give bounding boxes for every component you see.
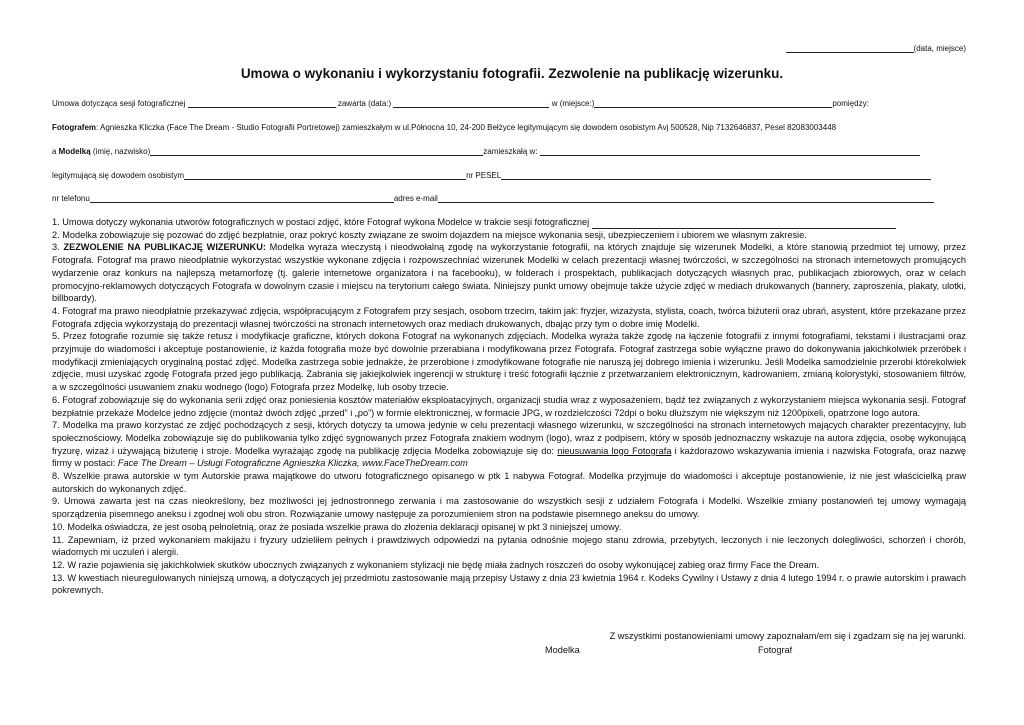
- term-7-text: 7. Modelka ma prawo korzystać ze zdjęć pochodzących z sesji, których dotyczy ta umowa jedynie w celu prezentacji własnego wizerunku, w szczególności na stronach internetowych mających charakter prezentacyjny, lub społecznościowy. Modelka zobowiązuje się do publikowania tylko zdjęć sygnowanych przez Fotografa znakiem wodnym (logo), wraz z podpisem, który w sposób jednoznaczny wskazuje na autora zdjęcia, osobę wykonującą fryzurę, wizaż i używającą biżuterię i stroje. Modelka wyrażając zgodę na publikację zdjęcia Modelka zobowiązuje się do:: [52, 420, 966, 456]
- term-9: 9. Umowa zawarta jest na czas nieokreślony, bez możliwości jej jednostronnego zerwania i ma zastosowanie do wszystkich sesji z udziałem Fotografa i Modelki. Wszelkie zmiany postanowień tej umowy wymagają sporządzenia pisemnego aneksu i zgodnej woli obu stron. Rozwiązanie umowy następuje za porozumieniem stron na podstawie pisemnego aneksu do umowy.: [52, 496, 966, 520]
- between-label: pomiędzy:: [832, 99, 869, 108]
- model-suffix: (imię, nazwisko): [90, 147, 151, 156]
- term-3-text: Modelka wyraża wieczystą i nieodwołalną zgodę na wykorzystanie fotografii, na których znajduje się wizerunek Modelki, a które stanowią przedmiot tej umowy, przez Fotografa. Fotograf ma prawo nieodpłatnie wykorzystać wszystkie wykonane zdjęcia i rozpowszechniać wizerunek Modelki w celach prezentacji własnej twórczości, w szczególności na stronach internetowych promujących wydarzenie oraz konkurs na najlepszą metamorfozę (tj. galerie internetowe organizatora i na facebooku), w folderach i prospektach, publikacjach dotyczących własnych prac, publikacjach zbiorowych, oraz w celach promocyjno-reklamowych dotyczących Fotografa w dowolnym czasie i miejscu na terytorium całego świata. Niniejszy punkt umowy obejmuje także użycie zdjęć w mediach drukowanych (bannery, zaproszenia, plakaty, ulotki, billboardy).: [52, 242, 966, 304]
- residing-field[interactable]: [540, 147, 920, 156]
- concluded-label: zawarta (data:): [337, 99, 392, 108]
- term-3-heading: ZEZWOLENIE NA PUBLIKACJĘ WIZERUNKU:: [63, 242, 266, 253]
- model-name-field[interactable]: [150, 147, 483, 156]
- photographer-label: Fotografem: [52, 123, 96, 132]
- term-2: 2. Modelka zobowiązuje się pozować do zdjęć bezpłatnie, oraz pokryć koszty związane ze swoim dojazdem na miejsce wykonania sesji, ubezpieczeniem i ubiorem we własnym zakresie.: [52, 229, 807, 240]
- photographer-signature-label: Fotograf: [758, 645, 793, 655]
- session-row: [52, 99, 964, 108]
- contact-row: [52, 194, 964, 203]
- model-row: [52, 147, 964, 156]
- place-label: w (miejsce:): [551, 99, 595, 108]
- term-3: [52, 241, 966, 305]
- id-label: legitymującą się dowodem osobistym: [52, 171, 185, 180]
- term-5: 5. Przez fotografie rozumie się także retusz i modyfikacje graficzne, których dokona Fotograf na wykonanych zdjęciach. Modelka wyraża także zgodę na łączenie fotografii z innymi fotografiami, tekstami i ilustracjami oraz przyjmuje do wiadomości i akceptuje postanowienie, iż każda fotografia może być dowolnie przerabiana i modyfikowana przez Fotografa. Fotograf zastrzega sobie wyłączne prawo do dokonywania jakichkolwiek przeróbek i modyfikacji zmieniających oryginalną postać zdjęć. Modelka zastrzega sobie jednakże, że przerobione i zmodyfikowane fotografie nie naruszą jej dobrego imienia i wizerunku. Jeśli Modelka samodzielnie przerobi którekolwiek zdjęcie, musi uzyskać zgodę Fotografa przed jego publikacją. Zabrania się jakiejkolwiek ingerencji w strukturę i treść fotografii łącznie z przetwarzaniem elektronicznym, kadrowaniem, zmianą kolorystyki, stosowaniem filtrów, a w szczególności usuwaniem znaku wodnego (logo) Fotografa przez Modelkę, lub osoby trzecie.: [52, 331, 966, 393]
- term-4: 4. Fotograf ma prawo nieodpłatnie przekazywać zdjęcia, współpracującym z Fotografem przy sesjach, osobom trzecim, takim jak: fryzjer, wizażysta, stylista, coach, twórca biżuterii oraz ubrań, asystent, które przekazane przez Fotografa zdjęcia wykorzystają do prezentacji własnej twórczości na stronach internetowych oraz mediach drukowanych, dbając przy tym o dobre imię Modelki.: [52, 305, 966, 329]
- residing-label: zamieszkałą w:: [483, 147, 538, 156]
- date-field[interactable]: [393, 99, 549, 108]
- session-field[interactable]: [188, 99, 336, 108]
- date-place-label: (data, miejsce): [913, 44, 966, 53]
- term-1-text: 1. Umowa dotyczy wykonania utworów fotograficznych w postaci zdjęć, które Fotograf wykona Modelce w trakcie sesji fotograficznej: [52, 217, 590, 227]
- place-field[interactable]: [594, 99, 832, 108]
- pesel-label: nr PESEL: [466, 171, 502, 180]
- date-place-line: [786, 43, 966, 53]
- session-description-field[interactable]: [592, 219, 896, 229]
- pesel-field[interactable]: [501, 171, 931, 180]
- term-8: 8. Wszelkie prawa autorskie w tym Autorskie prawa majątkowe do utworu fotograficznego opisanego w ptk 1 nabywa Fotograf. Modelka przyjmuje do wiadomości i akceptuje postanowienie, iż nie jest właścicielką praw autorskich do wykonanych zdjęć.: [52, 471, 966, 494]
- term-7-company: Face The Dream – Usługi Fotograficzne Agnieszka Kliczka, www.FaceTheDream.com: [117, 458, 468, 469]
- term-7-underlined: nieusuwania logo Fotografa: [557, 445, 672, 456]
- term-6: 6. Fotograf zobowiązuje się do wykonania serii zdjęć oraz poniesienia kosztów materiałów eksploatacyjnych, organizacji studia wraz z wyposażeniem, bądź też związanych z wykorzystaniem miejsca wykonania sesji. Fotograf bezpłatnie przekaże Modelce jedno zdjęcie (montaż dwóch zdjęć „przed” i „po”) w formie elektronicznej, w formacie JPG, w rozdzielczości 72dpi o boku dłuższym nie większym niż 1200pixeli, opatrzone logo autora.: [52, 394, 966, 418]
- term-1: [52, 216, 966, 229]
- email-label: adres e-mail: [393, 194, 438, 203]
- model-label: Modelką: [58, 147, 91, 156]
- agreement-statement: Z wszystkimi postanowieniami umowy zapoznałam/em się i zgadzam się na jej warunki.: [609, 631, 966, 641]
- term-10: 10. Modelka oświadcza, że jest osobą pełnoletnią, oraz że posiada wszelkie prawa do złożenia deklaracji opisanej w pkt 3 niniejszej umowy.: [52, 521, 622, 532]
- term-3-prefix: 3.: [52, 242, 64, 253]
- model-prefix: a: [52, 147, 59, 156]
- phone-label: nr telefonu: [52, 194, 90, 203]
- term-11: 11. Zapewniam, iż przed wykonaniem makijażu i fryzury udzieliłem pełnych i prawdziwych odpowiedzi na pytania odnośnie mojego stanu zdrowia, przebytych, leczonych i nie leczonych dolegliwości, schorzeń i chorób, wiadomych mi uczuleń i alergii.: [52, 534, 966, 558]
- contract-terms: [52, 216, 966, 597]
- id-row: [52, 171, 964, 180]
- email-field[interactable]: [438, 194, 934, 203]
- term-7-mid: i każdorazowo wskazywania imienia i nazwiska Fotografa, oraz nazwę firmy w postaci:: [52, 445, 967, 469]
- id-field[interactable]: [184, 171, 466, 180]
- term-12: 12. W razie pojawienia się jakichkolwiek skutków ubocznych związanych z wykonaniem stylizacji nie będę miała żadnych roszczeń do osoby wykonującej zabieg oraz firmy Face the Dream.: [52, 559, 819, 570]
- model-signature-label: Modelka: [545, 645, 580, 655]
- phone-field[interactable]: [90, 194, 394, 203]
- photographer-details: : Agnieszka Kliczka (Face The Dream - Studio Fotografii Portretowej) zamieszkałym w ul.Północna 10, 24-200 Bełżyce legitymującym się dowodem osobistym Avj 500528, Nip 7132646837, Pesel 82083003448: [96, 123, 837, 132]
- date-place-blank[interactable]: [786, 43, 914, 53]
- document-title: Umowa o wykonaniu i wykorzystaniu fotografii. Zezwolenie na publikację wizerunku.: [240, 66, 784, 81]
- term-13: 13. W kwestiach nieuregulowanych niniejszą umową, a dotyczących jej przedmiotu zastosowanie mają przepisy Ustawy z dnia 23 kwietnia 1964 r. Kodeks Cywilny i Ustawy z dnia 4 lutego 1994 r. o prawie autorskim i prawach pokrewnych.: [52, 572, 966, 596]
- session-label: Umowa dotycząca sesji fotograficznej: [52, 99, 186, 108]
- term-7: [52, 419, 966, 470]
- photographer-row: [52, 123, 972, 132]
